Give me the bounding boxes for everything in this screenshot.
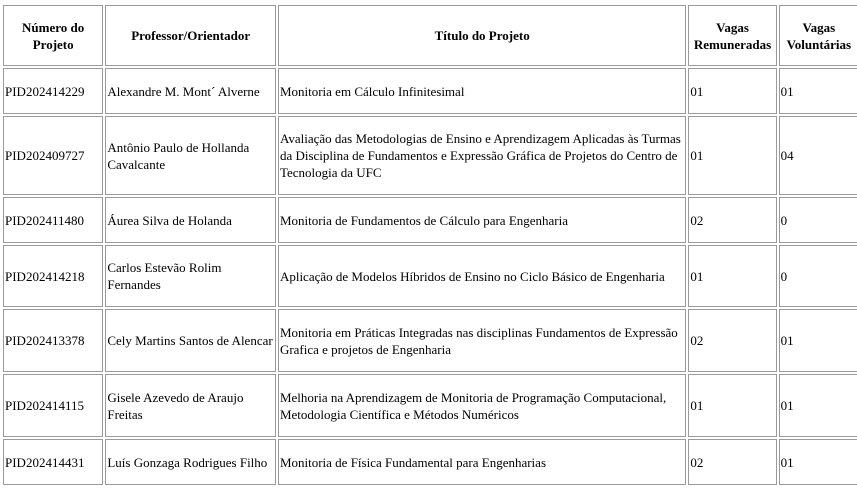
- cell-professor: Alexandre M. Mont´ Alverne: [105, 68, 276, 114]
- cell-professor: Áurea Silva de Holanda: [105, 197, 276, 243]
- cell-remuneradas: 02: [688, 439, 776, 485]
- cell-remuneradas: 01: [688, 68, 776, 114]
- table-row: [3, 309, 857, 372]
- cell-voluntarias: 01: [779, 374, 857, 437]
- cell-numero: PID202414115: [3, 374, 103, 437]
- cell-professor: Luís Gonzaga Rodrigues Filho: [105, 439, 276, 485]
- cell-voluntarias: 01: [779, 309, 857, 372]
- table-row: [3, 116, 857, 195]
- cell-numero: PID202409727: [3, 116, 103, 195]
- cell-remuneradas: 01: [688, 245, 776, 307]
- header-row: [3, 5, 857, 66]
- cell-remuneradas: 02: [688, 197, 776, 243]
- cell-professor: Antônio Paulo de Hollanda Cavalcante: [105, 116, 276, 195]
- cell-titulo: Monitoria em Cálculo Infinitesimal: [278, 68, 686, 114]
- header-voluntarias: Vagas Voluntárias: [779, 5, 857, 66]
- cell-voluntarias: 04: [779, 116, 857, 195]
- cell-remuneradas: 02: [688, 309, 776, 372]
- cell-voluntarias: 01: [779, 439, 857, 485]
- projects-table: [1, 3, 857, 487]
- cell-professor: Carlos Estevão Rolim Fernandes: [105, 245, 276, 307]
- cell-numero: PID202414229: [3, 68, 103, 114]
- cell-titulo: Monitoria em Práticas Integradas nas disciplinas Fundamentos de Expressão Grafica e projetos de Engenharia: [278, 309, 686, 372]
- header-professor: Professor/Orientador: [105, 5, 276, 66]
- table-row: [3, 197, 857, 243]
- table-row: [3, 245, 857, 307]
- cell-voluntarias: 0: [779, 245, 857, 307]
- cell-numero: PID202413378: [3, 309, 103, 372]
- table-row: [3, 68, 857, 114]
- cell-titulo: Avaliação das Metodologias de Ensino e Aprendizagem Aplicadas às Turmas da Disciplina de Fundamentos e Expressão Gráfica de Projetos do Centro de Tecnologia da UFC: [278, 116, 686, 195]
- cell-voluntarias: 01: [779, 68, 857, 114]
- cell-voluntarias: 0: [779, 197, 857, 243]
- cell-numero: PID202414218: [3, 245, 103, 307]
- cell-titulo: Aplicação de Modelos Híbridos de Ensino no Ciclo Básico de Engenharia: [278, 245, 686, 307]
- cell-remuneradas: 01: [688, 374, 776, 437]
- table-row: [3, 374, 857, 437]
- cell-numero: PID202411480: [3, 197, 103, 243]
- cell-numero: PID202414431: [3, 439, 103, 485]
- cell-professor: Cely Martins Santos de Alencar: [105, 309, 276, 372]
- cell-professor: Gisele Azevedo de Araujo Freitas: [105, 374, 276, 437]
- header-remuneradas: Vagas Remuneradas: [688, 5, 776, 66]
- cell-titulo: Monitoria de Física Fundamental para Engenharias: [278, 439, 686, 485]
- header-titulo: Título do Projeto: [278, 5, 686, 66]
- table-row: [3, 439, 857, 485]
- cell-titulo: Melhoria na Aprendizagem de Monitoria de Programação Computacional, Metodologia Científica e Métodos Numéricos: [278, 374, 686, 437]
- cell-remuneradas: 01: [688, 116, 776, 195]
- cell-titulo: Monitoria de Fundamentos de Cálculo para Engenharia: [278, 197, 686, 243]
- header-numero: Número do Projeto: [3, 5, 103, 66]
